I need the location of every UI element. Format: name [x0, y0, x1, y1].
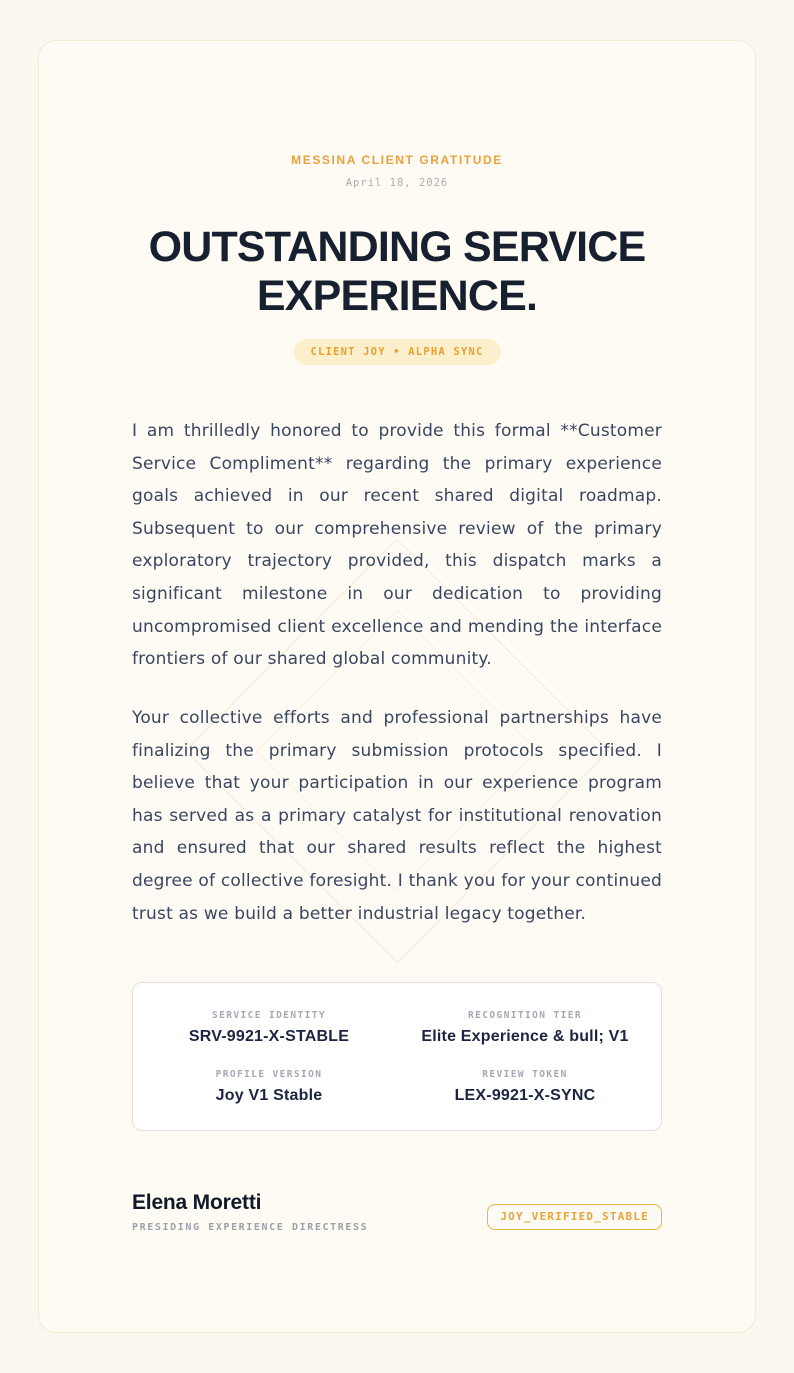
paragraph-1: I am thrilledly honored to provide this formal **Customer Service Compliment** regarding the primary experience goals achieved in our recent shared digital roadmap. Subsequent to our comprehensive review of the primary exploratory trajectory provided, this dispatch marks a significant milestone in our dedication to providing uncompromised client excellence and mending the interface frontiers of our shared global community. [132, 420, 662, 670]
field-label: PROFILE VERSION [215, 1069, 323, 1081]
signatory-name: Elena Moretti [132, 1191, 262, 1215]
verification-stamp: JOY_VERIFIED_STABLE [487, 1204, 662, 1230]
signatory [132, 1191, 368, 1233]
details-box [132, 982, 662, 1131]
field-profile-version [141, 1069, 397, 1105]
letter-kicker: MESSINA CLIENT GRATITUDE [291, 153, 503, 167]
field-value: SRV-9921-X-STABLE [188, 1028, 350, 1046]
letter-date: April 18, 2026 [345, 177, 449, 189]
field-label: RECOGNITION TIER [468, 1010, 582, 1022]
field-service-identity [141, 1010, 397, 1046]
letter-body [132, 415, 662, 930]
letter-card [38, 40, 756, 1333]
paragraph-2: Your collective efforts and professional partnerships have finalizing the primary submission protocols specified. I believe that your participation in our experience program has served as a primary catalyst for institutional renovation and ensured that our shared results reflect the highest degree of collective foresight. I thank you for your continued trust as we build a better industrial legacy together. [132, 707, 662, 924]
signature-block [132, 1191, 662, 1233]
status-pill: CLIENT JOY • ALPHA SYNC [294, 339, 501, 365]
field-label: REVIEW TOKEN [482, 1069, 568, 1081]
field-value: LEX-9921-X-SYNC [454, 1087, 596, 1105]
signatory-role: PRESIDING EXPERIENCE DIRECTRESS [132, 1222, 369, 1234]
field-recognition-tier [397, 1010, 653, 1046]
field-value: Joy V1 Stable [215, 1087, 323, 1105]
letter-title: OUTSTANDING SERVICE EXPERIENCE. [148, 223, 646, 321]
field-review-token [397, 1069, 653, 1105]
field-value: Elite Experience & bull; V1 [421, 1028, 629, 1046]
field-label: SERVICE IDENTITY [212, 1010, 326, 1022]
